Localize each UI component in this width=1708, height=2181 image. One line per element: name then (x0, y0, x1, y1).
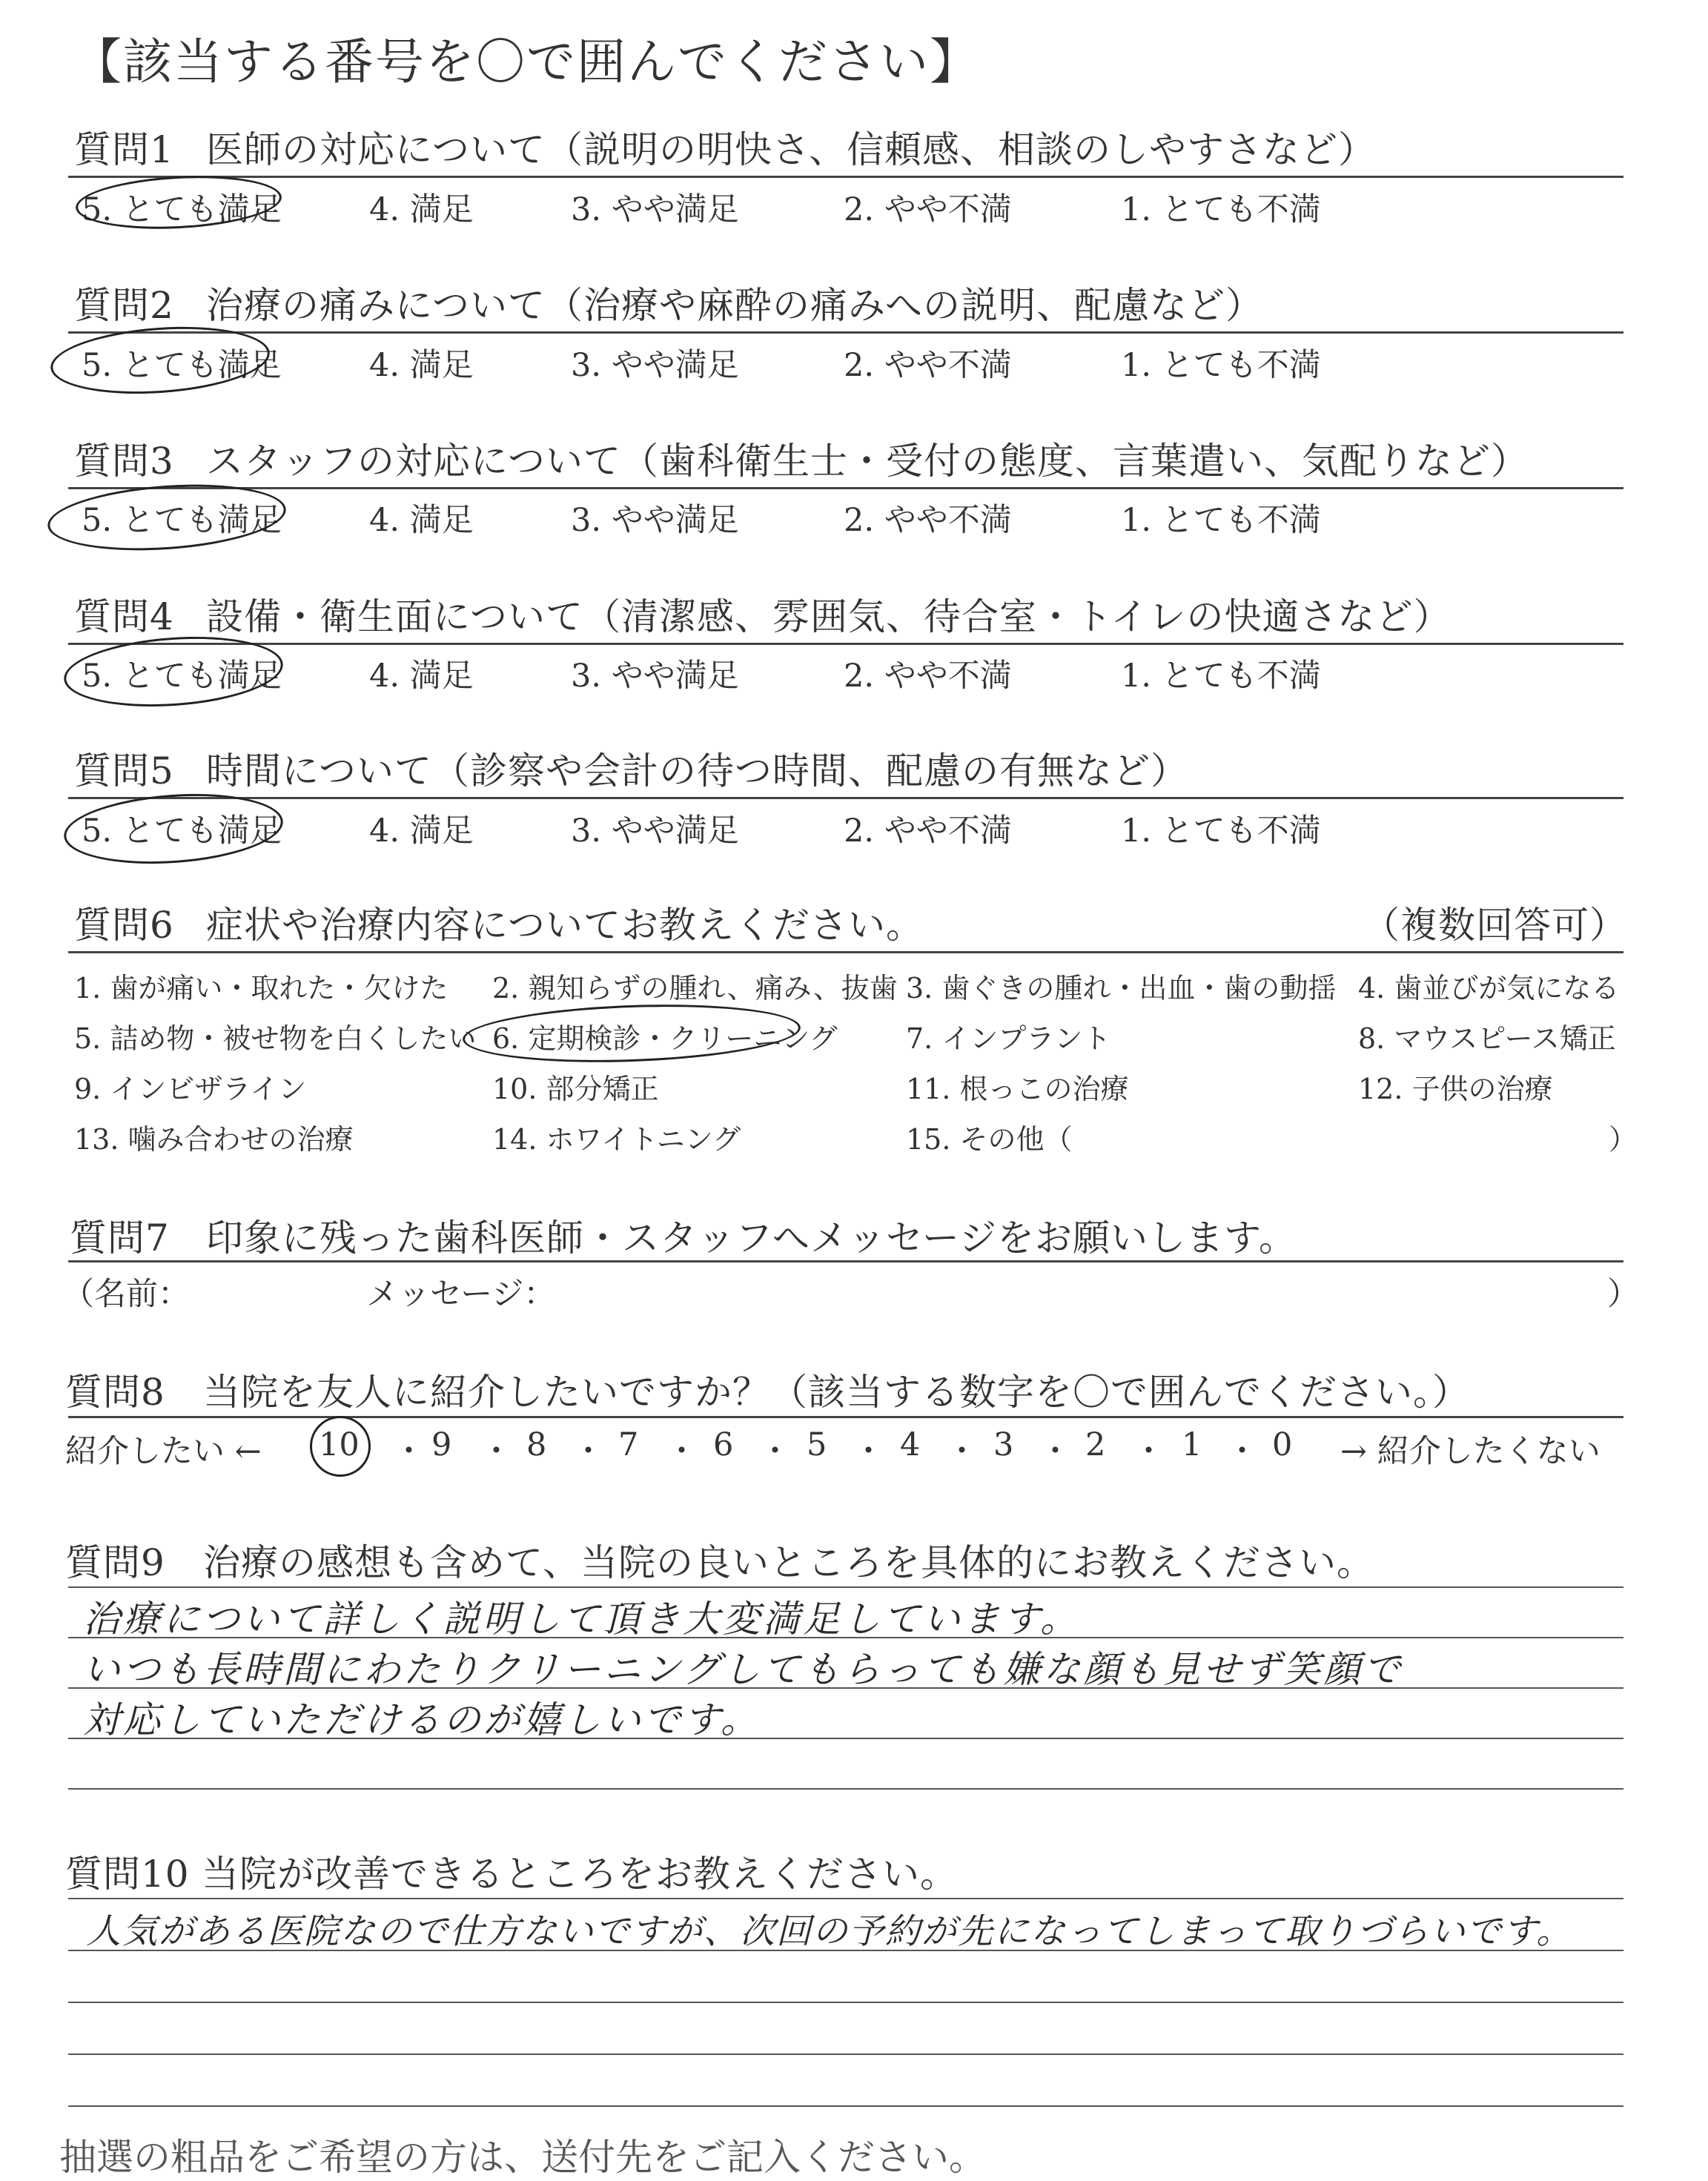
q8-scale-1[interactable]: 1 (1182, 1426, 1202, 1463)
q8-left-label: 紹介したい ← (65, 1433, 262, 1470)
q3-option-1[interactable]: 1. とても不満 (1121, 502, 1321, 539)
q3-text: スタッフの対応について（歯科衛生士・受付の態度、言葉遣い、気配りなど） (206, 440, 1529, 483)
q5-option-2[interactable]: 2. やや不満 (844, 813, 1012, 850)
q4-option-5[interactable]: 5. とても満足 (82, 658, 282, 695)
q5-label: 質問5 (74, 749, 174, 792)
q6-option-15[interactable]: 15. その他（ (906, 1123, 1073, 1156)
q2-label: 質問2 (74, 284, 174, 327)
q3-option-2[interactable]: 2. やや不満 (844, 502, 1012, 539)
page-title: 【該当する番号を〇で囲んでください】 (73, 33, 980, 90)
q9-answer-line (68, 1788, 1623, 1790)
q8-right-label: → 紹介したくない (1340, 1433, 1601, 1470)
q1-text: 医師の対応について（説明の明快さ、信頼感、相談のしやすさなど） (206, 128, 1376, 171)
q7-label: 質問7 (70, 1217, 170, 1260)
q7-rule (68, 1260, 1623, 1262)
q8-scale-6[interactable]: 6 (713, 1426, 734, 1463)
q10-answer-line (68, 2053, 1623, 2055)
q4-text: 設備・衛生面について（清潔感、雰囲気、待合室・トイレの快適さなど） (206, 595, 1452, 638)
q1-label: 質問1 (74, 128, 174, 171)
q6-text: 症状や治療内容についてお教えください。 (206, 904, 924, 947)
q6-option-4[interactable]: 4. 歯並びが気になる (1358, 972, 1620, 1005)
q7-text: 印象に残った歯科医師・スタッフへメッセージをお願いします。 (206, 1217, 1297, 1260)
q1-option-3[interactable]: 3. やや満足 (571, 191, 739, 228)
q3-label: 質問3 (74, 440, 174, 483)
q2-option-4[interactable]: 4. 満足 (369, 347, 474, 384)
q5-option-1[interactable]: 1. とても不満 (1121, 813, 1321, 850)
q8-label: 質問8 (65, 1371, 165, 1414)
q1-option-2[interactable]: 2. やや不満 (844, 191, 1012, 228)
q1-option-1[interactable]: 1. とても不満 (1121, 191, 1321, 228)
q9-answer-line-3: 対応していただけるのが嬉しいです。 (83, 1698, 761, 1741)
q8-separator: ・ (946, 1433, 978, 1470)
q6-option-15-close: ） (1609, 1123, 1638, 1156)
q8-scale-4[interactable]: 4 (900, 1426, 921, 1463)
q6-option-10[interactable]: 10. 部分矯正 (492, 1073, 659, 1105)
q1-rule (68, 176, 1623, 178)
q6-option-7[interactable]: 7. インプラント (906, 1022, 1111, 1055)
q6-option-6[interactable]: 6. 定期検診・クリーニング (492, 1022, 838, 1055)
q8-separator: ・ (759, 1433, 791, 1470)
q10-label: 質問10 (65, 1853, 190, 1896)
q8-separator: ・ (572, 1433, 604, 1470)
q10-answer-line-1: 人気がある医院なので仕方ないですが、次回の予約が先になってしまって取りづらいです。 (86, 1911, 1573, 1952)
q6-option-5[interactable]: 5. 詰め物・被せ物を白くしたい (74, 1022, 477, 1055)
q3-option-4[interactable]: 4. 満足 (369, 502, 474, 539)
q9-answer-line-2: いつも長時間にわたりクリーニングしてもらっても嫌な顔も見せず笑顔で (83, 1648, 1403, 1691)
q2-option-2[interactable]: 2. やや不満 (844, 347, 1012, 384)
q8-separator: ・ (1226, 1433, 1258, 1470)
q7-name-field[interactable]: （名前： (62, 1276, 190, 1313)
q3-option-5[interactable]: 5. とても満足 (82, 502, 282, 539)
q1-option-4[interactable]: 4. 満足 (369, 191, 474, 228)
q9-answer-line-1: 治療について詳しく説明して頂き大変満足しています。 (83, 1598, 1080, 1641)
q5-option-3[interactable]: 3. やや満足 (571, 813, 739, 850)
q6-option-8[interactable]: 8. マウスピース矯正 (1358, 1022, 1616, 1055)
q5-option-5[interactable]: 5. とても満足 (82, 813, 282, 850)
q9-label: 質問9 (65, 1541, 165, 1584)
q6-note: （複数回答可） (1363, 904, 1627, 947)
q4-option-1[interactable]: 1. とても不満 (1121, 658, 1321, 695)
q7-close-paren: ） (1607, 1276, 1639, 1313)
q5-selection-circle (62, 787, 285, 870)
q4-rule (68, 643, 1623, 645)
q6-option-14[interactable]: 14. ホワイトニング (492, 1123, 741, 1156)
q8-separator: ・ (393, 1433, 425, 1470)
q4-option-2[interactable]: 2. やや不満 (844, 658, 1012, 695)
q6-option-3[interactable]: 3. 歯ぐきの腫れ・出血・歯の動揺 (906, 972, 1337, 1005)
q8-scale-10[interactable]: 10 (319, 1426, 360, 1463)
q8-scale-9[interactable]: 9 (431, 1426, 452, 1463)
q10-text: 当院が改善できるところをお教えください。 (202, 1853, 958, 1896)
q1-option-5[interactable]: 5. とても満足 (82, 191, 282, 228)
q8-scale-5[interactable]: 5 (807, 1426, 827, 1463)
q2-option-5[interactable]: 5. とても満足 (82, 347, 282, 384)
q10-rule (68, 1898, 1623, 1899)
q6-label: 質問6 (74, 904, 174, 947)
q2-rule (68, 331, 1623, 334)
q8-scale-0[interactable]: 0 (1272, 1426, 1293, 1463)
q8-text: 当院を友人に紹介したいですか？（該当する数字を〇で囲んでください。） (203, 1371, 1470, 1414)
q3-rule (68, 487, 1623, 489)
q6-option-1[interactable]: 1. 歯が痛い・取れた・欠けた (74, 972, 448, 1005)
q8-selection-circle (310, 1416, 371, 1477)
q6-option-13[interactable]: 13. 噛み合わせの治療 (74, 1123, 354, 1156)
q2-option-3[interactable]: 3. やや満足 (571, 347, 739, 384)
q6-option-2[interactable]: 2. 親知らずの腫れ、痛み、抜歯 (492, 972, 898, 1005)
q8-scale-2[interactable]: 2 (1085, 1426, 1106, 1463)
q8-scale-8[interactable]: 8 (526, 1426, 547, 1463)
q5-text: 時間について（診察や会計の待つ時間、配慮の有無など） (206, 749, 1188, 792)
q9-text: 治療の感想も含めて、当院の良いところを具体的にお教えください。 (203, 1541, 1374, 1584)
q7-message-field[interactable]: メッセージ： (366, 1276, 556, 1313)
q6-rule (68, 951, 1623, 953)
q4-option-3[interactable]: 3. やや満足 (571, 658, 739, 695)
q10-answer-line (68, 2002, 1623, 2003)
q8-rule (68, 1416, 1623, 1418)
q8-separator: ・ (666, 1433, 698, 1470)
q8-separator: ・ (853, 1433, 884, 1470)
q6-selection-circle (462, 999, 801, 1068)
q6-option-9[interactable]: 9. インビザライン (74, 1073, 307, 1105)
q8-scale-3[interactable]: 3 (993, 1426, 1014, 1463)
q2-text: 治療の痛みについて（治療や麻酔の痛みへの説明、配慮など） (206, 284, 1263, 327)
q5-option-4[interactable]: 4. 満足 (369, 813, 474, 850)
q8-separator: ・ (480, 1433, 512, 1470)
q3-selection-circle (45, 477, 288, 557)
q8-separator: ・ (1133, 1433, 1165, 1470)
q6-option-11[interactable]: 11. 根っこの治療 (906, 1073, 1129, 1105)
q3-option-3[interactable]: 3. やや満足 (571, 502, 739, 539)
q4-label: 質問4 (74, 595, 174, 638)
q9-rule (68, 1586, 1623, 1588)
q10-answer-line (68, 2105, 1623, 2107)
q2-option-1[interactable]: 1. とても不満 (1121, 347, 1321, 384)
q4-option-4[interactable]: 4. 満足 (369, 658, 474, 695)
q6-option-12[interactable]: 12. 子供の治療 (1358, 1073, 1553, 1105)
q5-rule (68, 797, 1623, 799)
q8-separator: ・ (1039, 1433, 1071, 1470)
q8-scale-7[interactable]: 7 (618, 1426, 639, 1463)
footer-text: 抽選の粗品をご希望の方は、送付先をご記入ください。 (59, 2136, 986, 2179)
